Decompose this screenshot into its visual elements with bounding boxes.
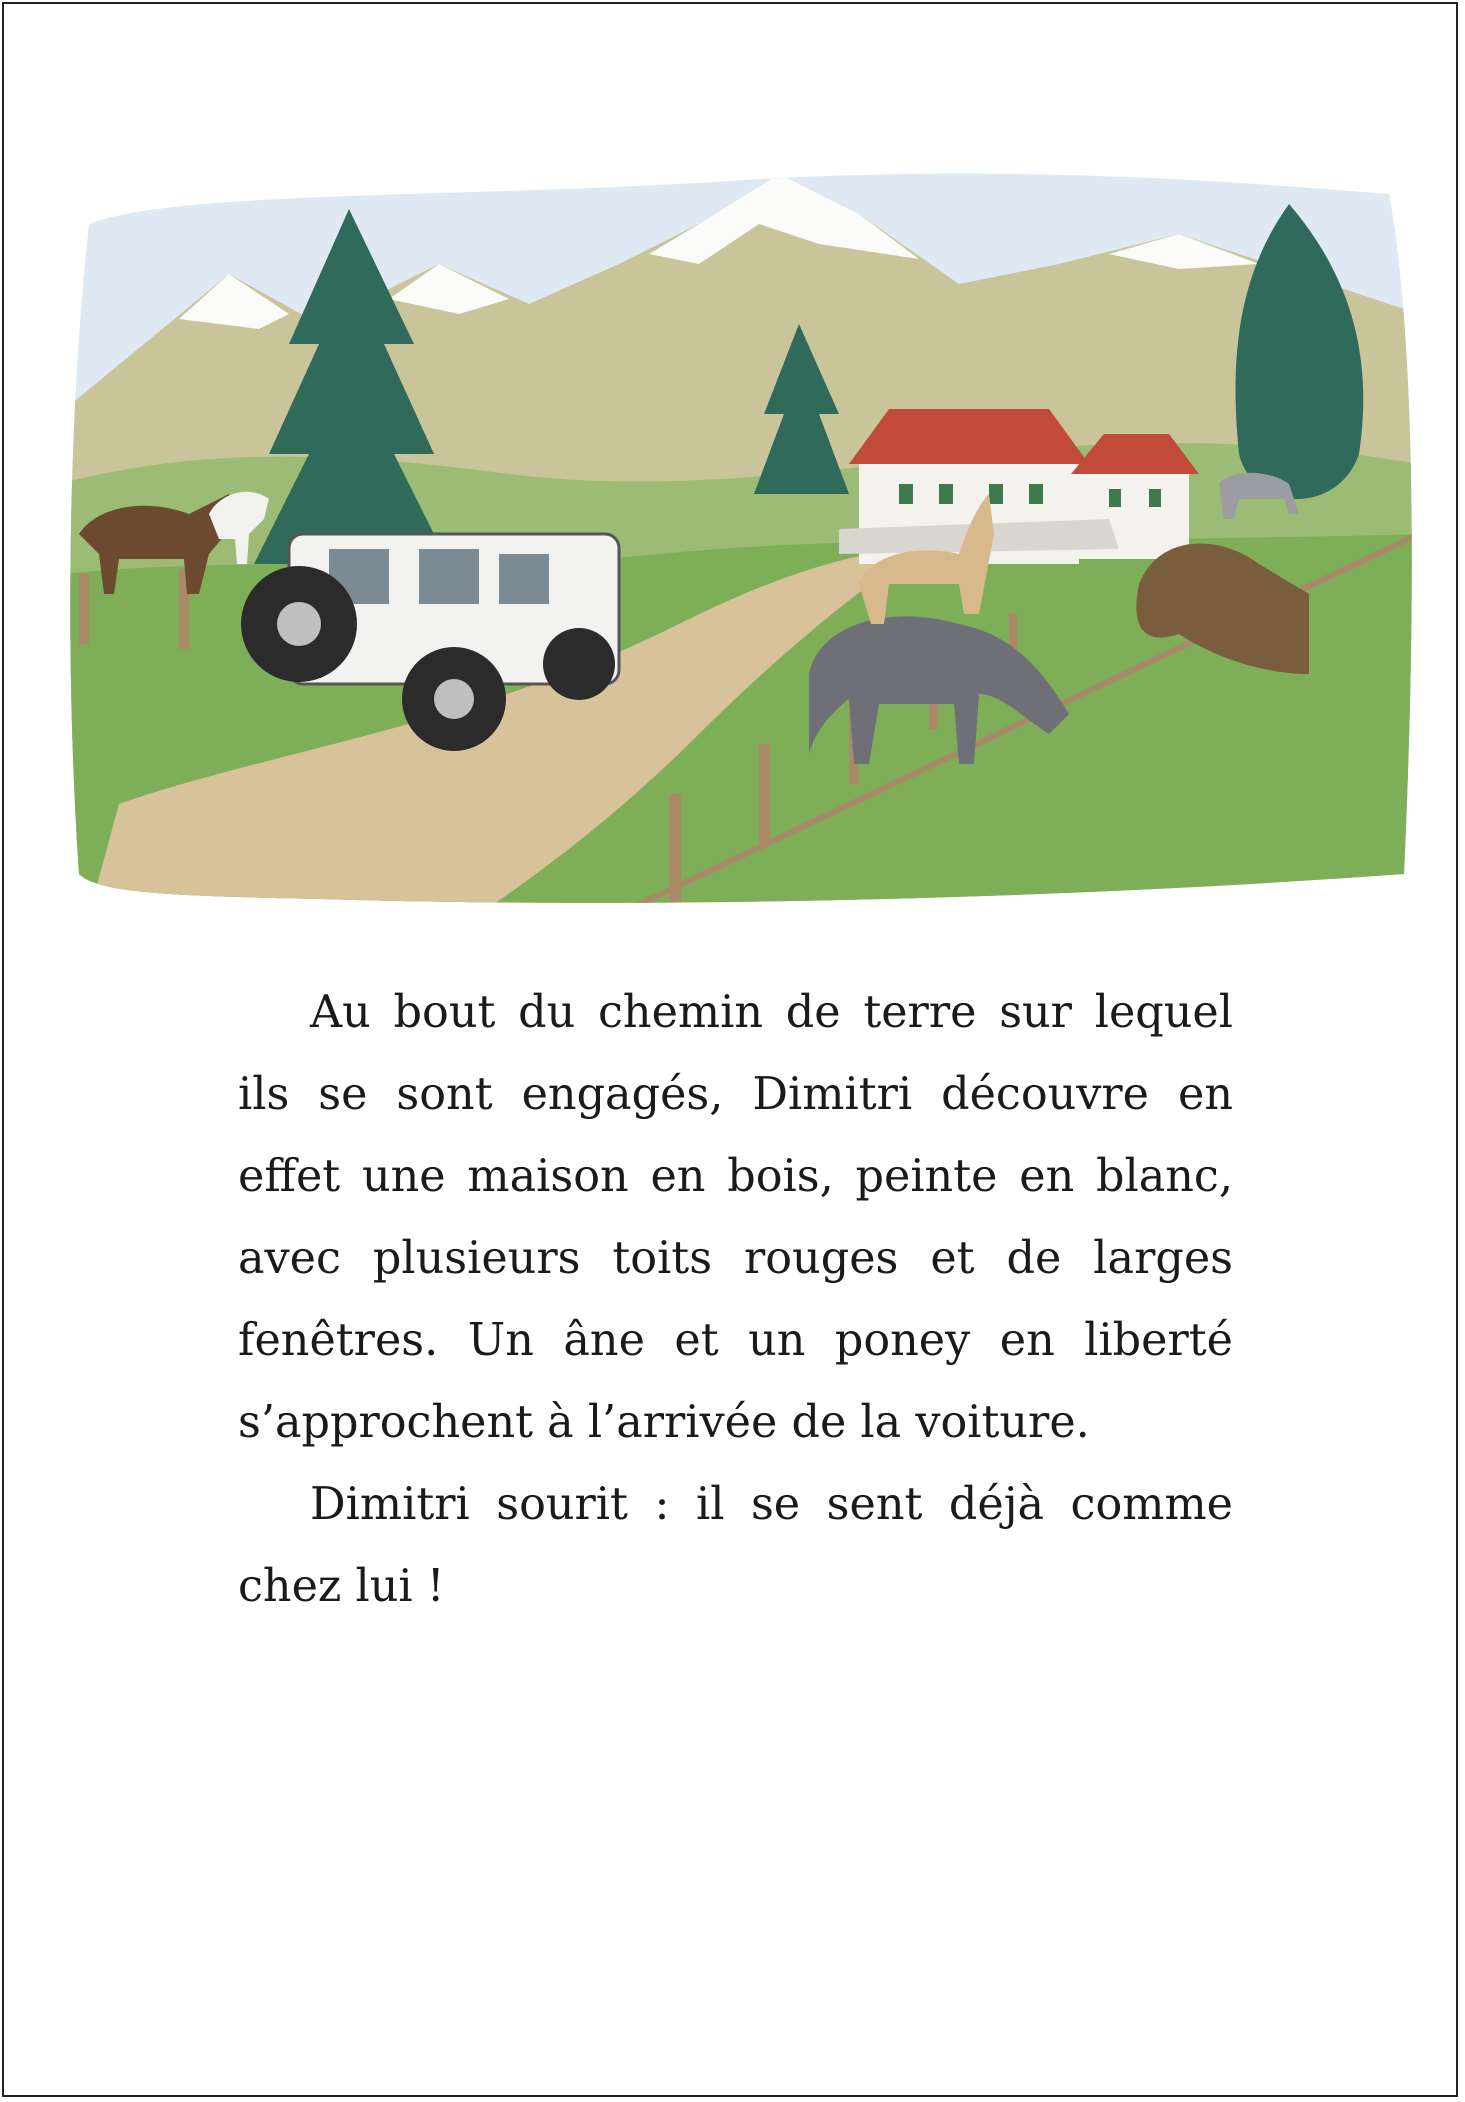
page-frame bbox=[2, 2, 1458, 2097]
landscape-illustration bbox=[59, 154, 1419, 914]
story-text bbox=[238, 972, 1233, 1628]
story-paragraph-2: Dimitri sourit : il se sent déjà comme chez lui ! bbox=[238, 1479, 1233, 1612]
story-paragraph-1: Au bout du chemin de terre sur lequel ils se sont engagés, Dimitri découvre en effet une maison en bois, peinte en blanc, avec plusieurs toits rouges et de larges fenêtres. Un âne et un poney en liberté s’approchent à l’arrivée de la voiture. bbox=[238, 987, 1233, 1448]
